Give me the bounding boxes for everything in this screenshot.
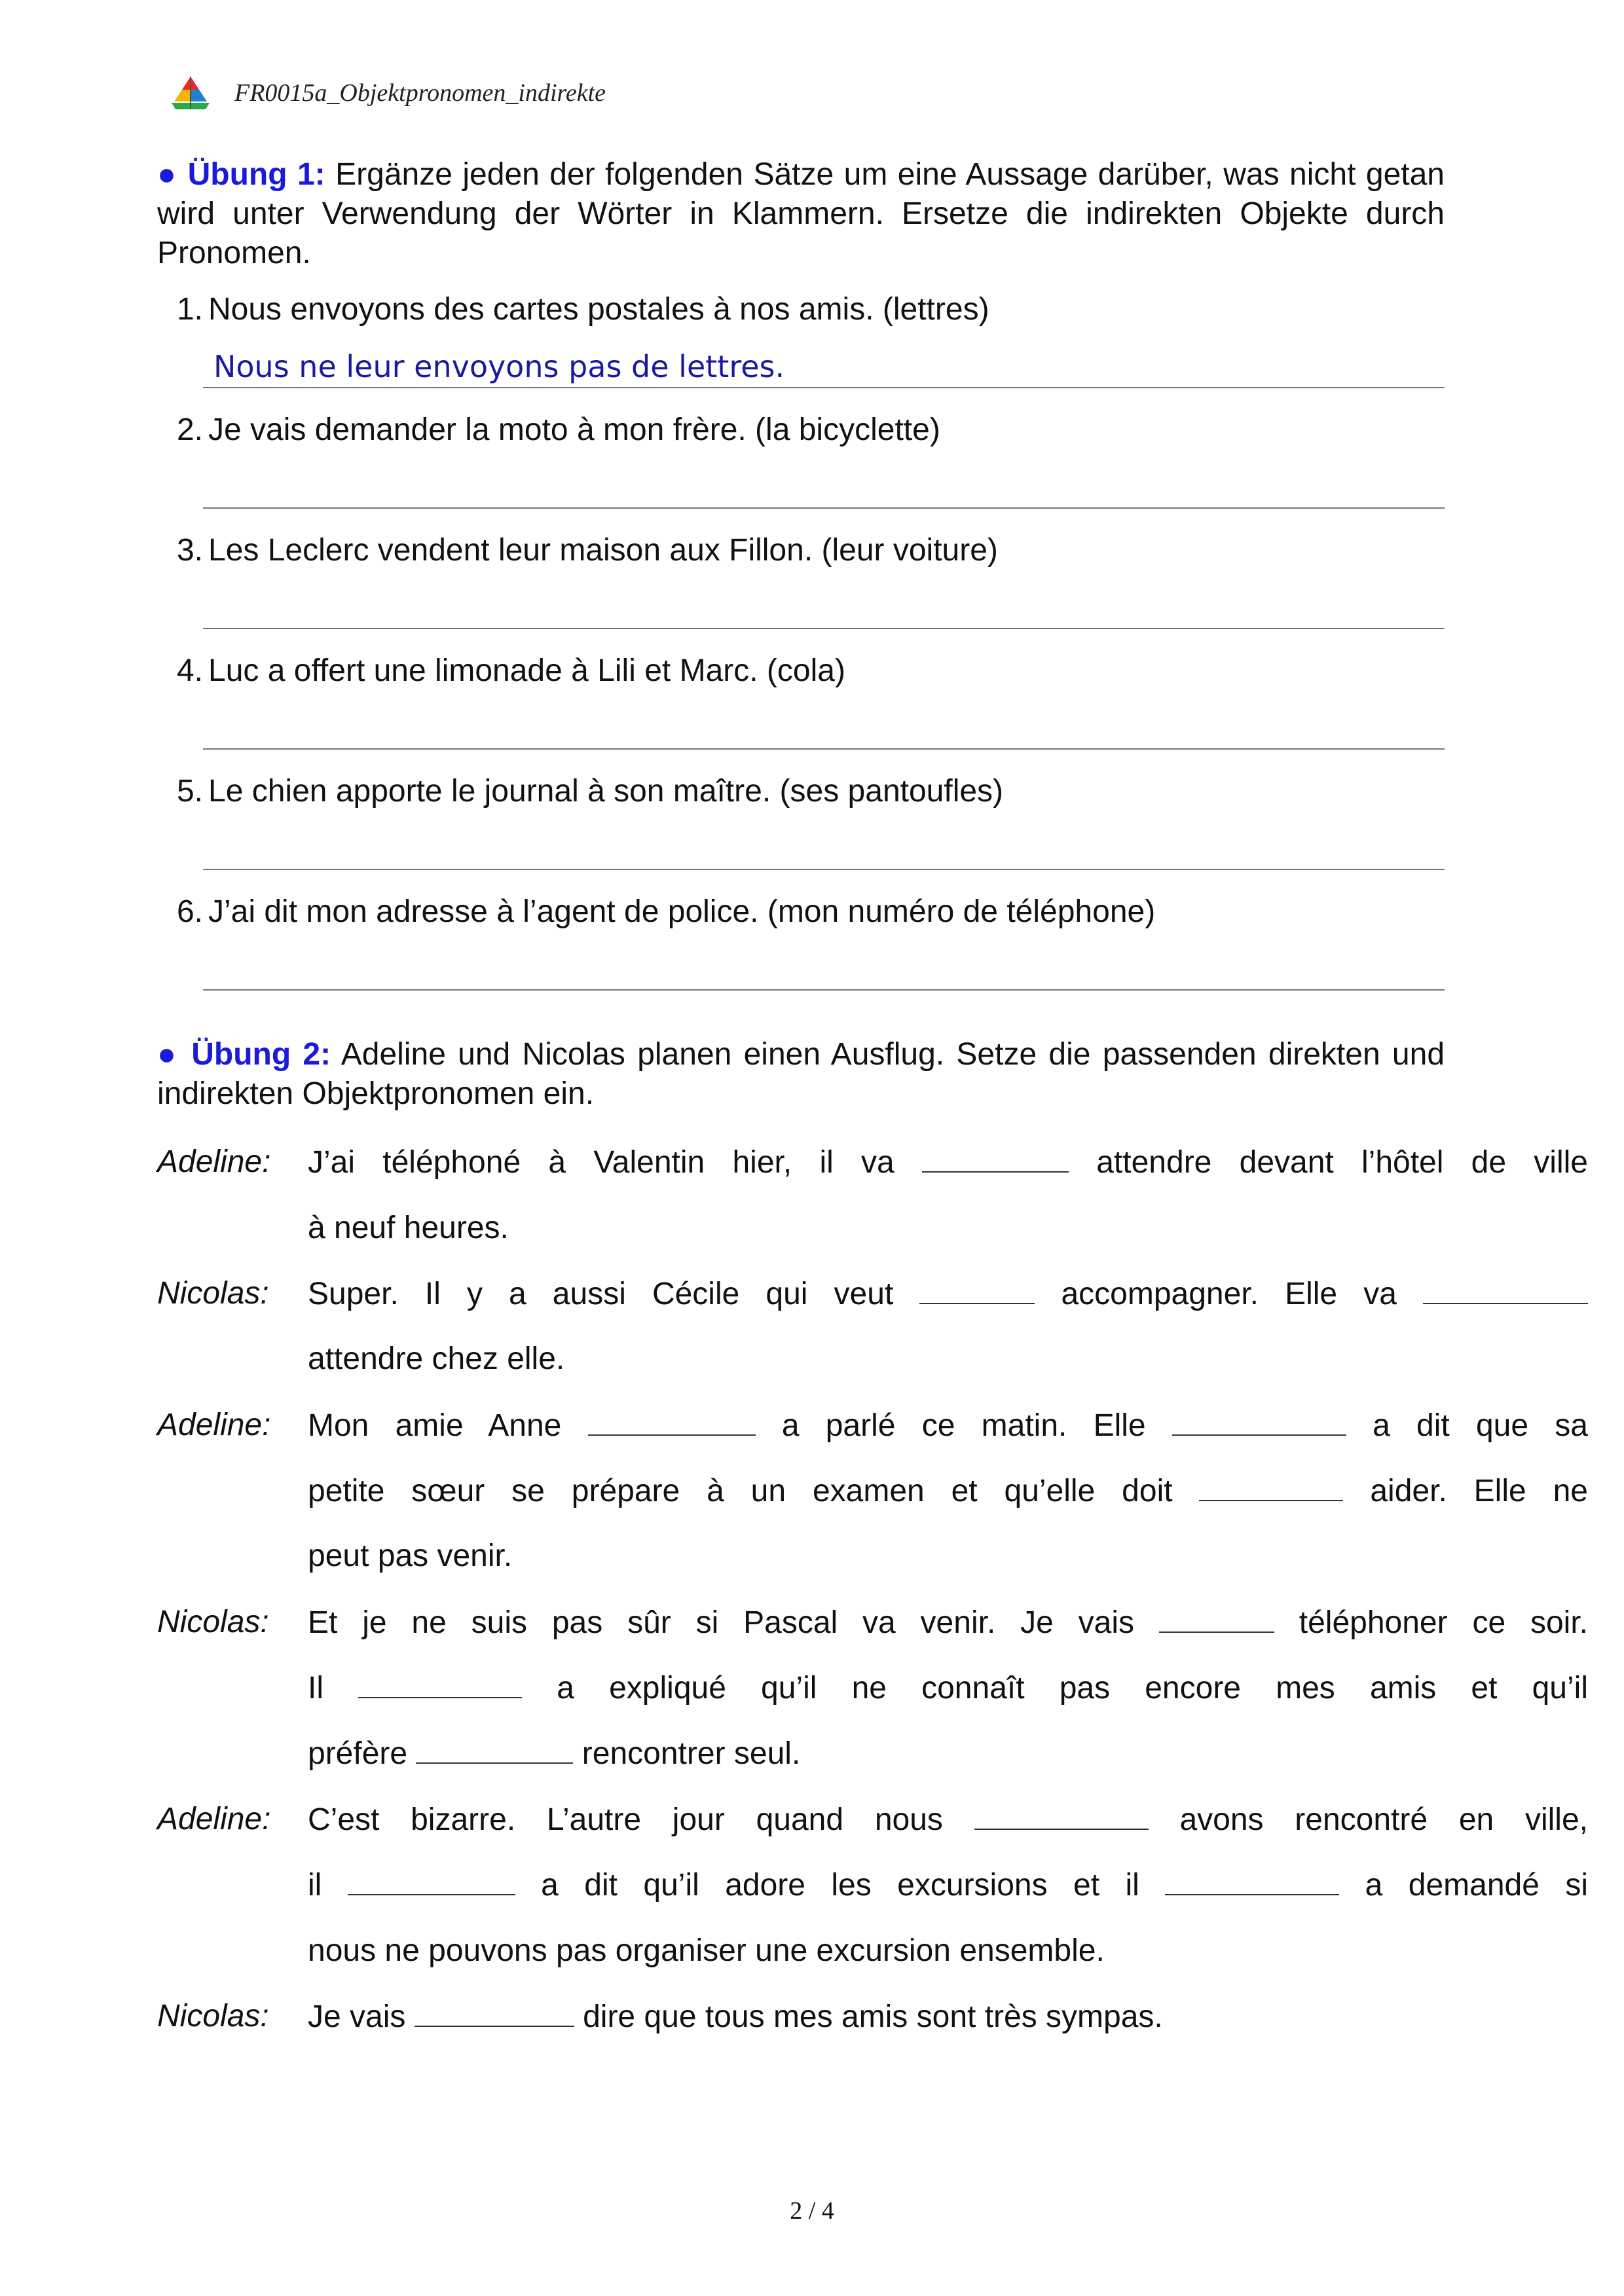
question-number: 5.: [176, 774, 203, 809]
document-title: FR0015a_Objektpronomen_indirekte: [234, 79, 606, 107]
text-segment: préfère: [308, 1736, 408, 1771]
text-segment: attendre devant l’hôtel de ville: [1096, 1145, 1588, 1180]
page-header: [169, 73, 606, 113]
question-1: [169, 290, 989, 329]
dialogue-text: [308, 1865, 1588, 1905]
blank-input[interactable]: [1199, 1471, 1343, 1501]
blank-input[interactable]: [415, 1997, 574, 2027]
blank-input[interactable]: [416, 1734, 573, 1764]
dialogue-text: [308, 1339, 1588, 1379]
question-number: 6.: [176, 894, 203, 929]
text-segment: Super. Il y a aussi Cécile qui veut: [308, 1277, 894, 1311]
text-segment: Mon amie Anne: [308, 1408, 562, 1443]
exercise1-instruction: Ergänze jeden der folgenden Sätze um eine Aussage darüber, was nicht getan wird unter Verwendung der Wörter in Klammern. Ersetze die indirekten Objekte durch Pronomen.: [157, 157, 1445, 270]
text-segment: a dit qu’il adore les excursions et il: [541, 1868, 1139, 1903]
question-6: [169, 892, 1155, 932]
text-segment: attendre chez elle.: [308, 1341, 565, 1376]
blank-input[interactable]: [348, 1865, 515, 1895]
answer-line-6[interactable]: [203, 989, 1445, 991]
speaker-label: Nicolas:: [157, 1605, 269, 1639]
page-number: 2 / 4: [790, 2197, 834, 2225]
blank-input[interactable]: [1165, 1865, 1339, 1895]
dialogue-text: [308, 1406, 1588, 1446]
speaker-label: Nicolas:: [157, 1999, 269, 2033]
blank-input[interactable]: [358, 1668, 522, 1698]
dialogue-text: [308, 1471, 1588, 1511]
question-text: Les Leclerc vendent leur maison aux Fillon. (leur voiture): [208, 533, 998, 568]
text-segment: a parlé ce matin. Elle: [781, 1408, 1146, 1443]
answer-line-5[interactable]: [203, 869, 1445, 870]
exercise2-instruction-block: [157, 1035, 1445, 1114]
question-number: 3.: [176, 533, 203, 568]
speaker-label: Adeline:: [157, 1144, 271, 1179]
exercise1-label: ● Übung 1:: [157, 157, 325, 192]
blank-input[interactable]: [1172, 1406, 1346, 1436]
question-2: [169, 410, 940, 450]
answer-line-1[interactable]: [203, 387, 1445, 388]
blank-input[interactable]: [1159, 1603, 1274, 1633]
text-segment: Je vais: [308, 1999, 406, 2034]
blank-input[interactable]: [919, 1274, 1035, 1304]
dialogue-text: [308, 1668, 1588, 1708]
answer-line-4[interactable]: [203, 748, 1445, 750]
text-segment: a demandé si: [1365, 1868, 1588, 1903]
question-4: [169, 651, 845, 691]
question-text: Je vais demander la moto à mon frère. (la bicyclette): [208, 412, 940, 447]
exercise1-instruction-block: [157, 155, 1445, 273]
answer-text-1: Nous ne leur envoyons pas de lettres.: [213, 349, 785, 384]
text-segment: accompagner. Elle va: [1061, 1277, 1397, 1311]
blank-input[interactable]: [588, 1406, 756, 1436]
answer-line-2[interactable]: [203, 507, 1445, 509]
text-segment: à neuf heures.: [308, 1211, 509, 1245]
speaker-label: Nicolas:: [157, 1276, 269, 1311]
question-3: [169, 531, 998, 570]
exercise2-instruction: Adeline und Nicolas planen einen Ausflug. Setze die passenden direkten und indirekten Objektpronomen ein.: [157, 1037, 1445, 1111]
text-segment: J’ai téléphoné à Valentin hier, il va: [308, 1145, 895, 1180]
dialogue-text: [308, 1997, 1588, 2037]
blank-input[interactable]: [922, 1142, 1069, 1173]
text-segment: petite sœur se prépare à un examen et qu’elle doit: [308, 1474, 1173, 1508]
answer-line-3[interactable]: [203, 628, 1445, 629]
question-number: 1.: [176, 292, 203, 327]
speaker-label: Adeline:: [157, 1408, 271, 1442]
dialogue-text: [308, 1209, 1588, 1248]
blank-input[interactable]: [974, 1800, 1149, 1830]
dialogue-text: [308, 1142, 1588, 1182]
dialogue-text: [308, 1800, 1588, 1840]
question-number: 2.: [176, 412, 203, 447]
dialogue-text: [308, 1603, 1588, 1643]
colored-book-logo-icon: [169, 75, 212, 111]
speaker-label: Adeline:: [157, 1802, 271, 1836]
question-number: 4.: [176, 653, 203, 688]
text-segment: Il: [308, 1671, 323, 1705]
text-segment: téléphoner ce soir.: [1299, 1605, 1589, 1640]
exercise2-label: ● Übung 2:: [157, 1037, 331, 1072]
text-segment: il: [308, 1868, 322, 1903]
text-segment: a dit que sa: [1373, 1408, 1588, 1443]
text-segment: avons rencontré en ville,: [1179, 1802, 1589, 1837]
blank-input[interactable]: [1423, 1274, 1588, 1304]
question-text: J’ai dit mon adresse à l’agent de police. (mon numéro de téléphone): [208, 894, 1156, 929]
question-text: Luc a offert une limonade à Lili et Marc. (cola): [208, 653, 845, 688]
text-segment: Et je ne suis pas sûr si Pascal va venir. Je vais: [308, 1605, 1135, 1640]
question-text: Le chien apporte le journal à son maître. (ses pantoufles): [208, 774, 1004, 809]
dialogue-text: [308, 1734, 1588, 1774]
question-5: [169, 772, 1003, 811]
text-segment: C’est bizarre. L’autre jour quand nous: [308, 1802, 943, 1837]
question-text: Nous envoyons des cartes postales à nos amis. (lettres): [208, 292, 989, 327]
dialogue-text: [308, 1274, 1588, 1314]
dialogue-text: [308, 1931, 1588, 1971]
text-segment: rencontrer seul.: [581, 1736, 801, 1771]
text-segment: nous ne pouvons pas organiser une excursion ensemble.: [308, 1933, 1105, 1968]
dialogue-text: [308, 1537, 1588, 1576]
text-segment: a expliqué qu’il ne connaît pas encore mes amis et qu’il: [557, 1671, 1588, 1705]
text-segment: dire que tous mes amis sont très sympas.: [583, 1999, 1163, 2034]
text-segment: aider. Elle ne: [1370, 1474, 1588, 1508]
text-segment: peut pas venir.: [308, 1539, 513, 1573]
